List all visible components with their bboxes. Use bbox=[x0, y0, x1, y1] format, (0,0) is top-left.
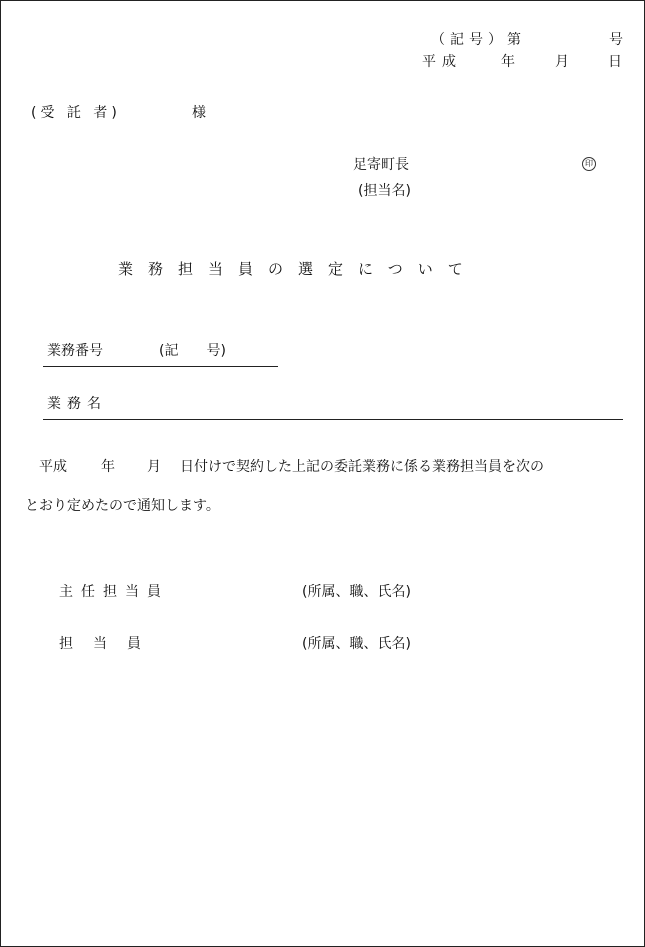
date-era: 平成 bbox=[422, 54, 462, 70]
date-year: 年 bbox=[501, 54, 515, 70]
document-title: 業務担当員の選定について bbox=[118, 260, 478, 278]
assignment-detail: (所属、職、氏名) bbox=[302, 636, 411, 652]
assignment-role: 主任担当員 bbox=[59, 584, 169, 600]
business-name-label: 業務名 bbox=[47, 396, 107, 412]
business-name-underline bbox=[43, 419, 623, 420]
reference-suffix: 号 bbox=[609, 32, 623, 48]
addressee-name: (受 託 者) bbox=[31, 105, 121, 121]
body-line-2: とおり定めたので通知します。 bbox=[25, 498, 220, 514]
body-year: 年 bbox=[101, 459, 115, 475]
body-month: 月 bbox=[147, 459, 161, 475]
seal-mark: 印 bbox=[582, 157, 596, 171]
business-number-label: 業務番号 bbox=[47, 343, 103, 359]
assignment-detail: (所属、職、氏名) bbox=[302, 584, 411, 600]
sender-title: 足寄町長 bbox=[353, 157, 409, 173]
body-line-1: 日付けで契約した上記の委託業務に係る業務担当員を次の bbox=[180, 459, 544, 475]
body-era: 平成 bbox=[39, 459, 67, 475]
date-day: 日 bbox=[608, 54, 622, 70]
addressee-honorific: 様 bbox=[192, 105, 206, 121]
sender-subtitle: (担当名) bbox=[358, 183, 411, 199]
date-month: 月 bbox=[555, 54, 569, 70]
business-number-underline bbox=[43, 366, 278, 367]
business-number-value: (記 号) bbox=[159, 343, 226, 359]
assignment-role: 担 当 員 bbox=[59, 636, 144, 652]
reference-label: （記号）第 bbox=[431, 32, 526, 48]
